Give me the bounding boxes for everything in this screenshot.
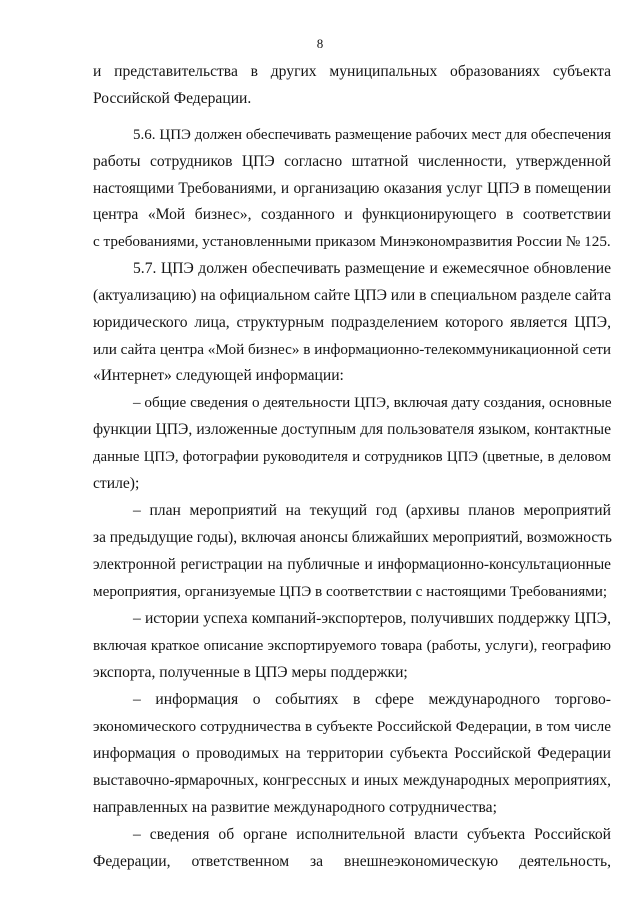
- text-line: информация о проводимых на территории субъекта Российской Федерации: [93, 745, 611, 762]
- text-line: функции ЦПЭ, изложенные доступным для пользователя языком, контактные: [93, 421, 611, 438]
- text-line: настоящими Требованиями, и организацию оказания услуг ЦПЭ в помещении: [93, 180, 611, 197]
- text-line: – истории успеха компаний-экспортеров, получивших поддержку ЦПЭ,: [133, 610, 611, 627]
- text-line: Федерации, ответственном за внешнеэкономическую деятельность,: [93, 853, 611, 870]
- text-line: 5.6. ЦПЭ должен обеспечивать размещение рабочих мест для обеспечения: [133, 127, 611, 143]
- text-line: и представительства в других муниципальных образованиях субъекта: [93, 63, 611, 80]
- text-line: 5.7. ЦПЭ должен обеспечивать размещение и ежемесячное обновление: [133, 260, 611, 277]
- text-line: центра «Мой бизнес», созданного и функционирующего в соответствии: [93, 206, 611, 223]
- text-line: – общие сведения о деятельности ЦПЭ, включая дату создания, основные: [133, 394, 612, 411]
- text-line: с требованиями, установленными приказом Минэкономразвития России № 125.: [93, 233, 611, 250]
- text-line: Российской Федерации.: [93, 90, 252, 107]
- text-line: работы сотрудников ЦПЭ согласно штатной численности, утвержденной: [93, 153, 611, 170]
- text-line: – план мероприятий на текущий год (архивы планов мероприятий: [133, 502, 611, 519]
- text-line: мероприятия, организуемые ЦПЭ в соответствии с настоящими Требованиями;: [93, 583, 608, 600]
- text-line: выставочно-ярмарочных, конгрессных и иных международных мероприятиях,: [93, 772, 611, 789]
- text-line: (актуализацию) на официальном сайте ЦПЭ или в специальном разделе сайта: [93, 287, 612, 304]
- text-line: данные ЦПЭ, фотографии руководителя и сотрудников ЦПЭ (цветные, в деловом: [93, 449, 611, 465]
- text-line: экономического сотрудничества в субъекте Российской Федерации, в том числе: [93, 718, 611, 735]
- text-line: направленных на развитие международного сотрудничества;: [93, 799, 497, 816]
- text-line: включая краткое описание экспортируемого товара (работы, услуги), географию: [93, 638, 611, 654]
- page-number: 8: [316, 36, 324, 51]
- text-line: стиле);: [93, 475, 140, 492]
- text-line: электронной регистрации на публичные и информационно-консультационные: [93, 556, 611, 573]
- text-line: за предыдущие годы), включая анонсы ближайших мероприятий, возможность: [93, 529, 612, 546]
- text-line: экспорта, полученные в ЦПЭ меры поддержки;: [93, 664, 408, 681]
- text-line: «Интернет» следующей информации:: [93, 367, 344, 384]
- text-line: юридического лица, структурным подразделением которого является ЦПЭ,: [93, 314, 611, 331]
- text-line: – сведения об органе исполнительной власти субъекта Российской: [133, 826, 611, 843]
- text-line: или сайта центра «Мой бизнес» в информационно-телекоммуникационной сети: [93, 341, 611, 358]
- text-line: – информация о событиях в сфере международного торгово-: [133, 691, 611, 708]
